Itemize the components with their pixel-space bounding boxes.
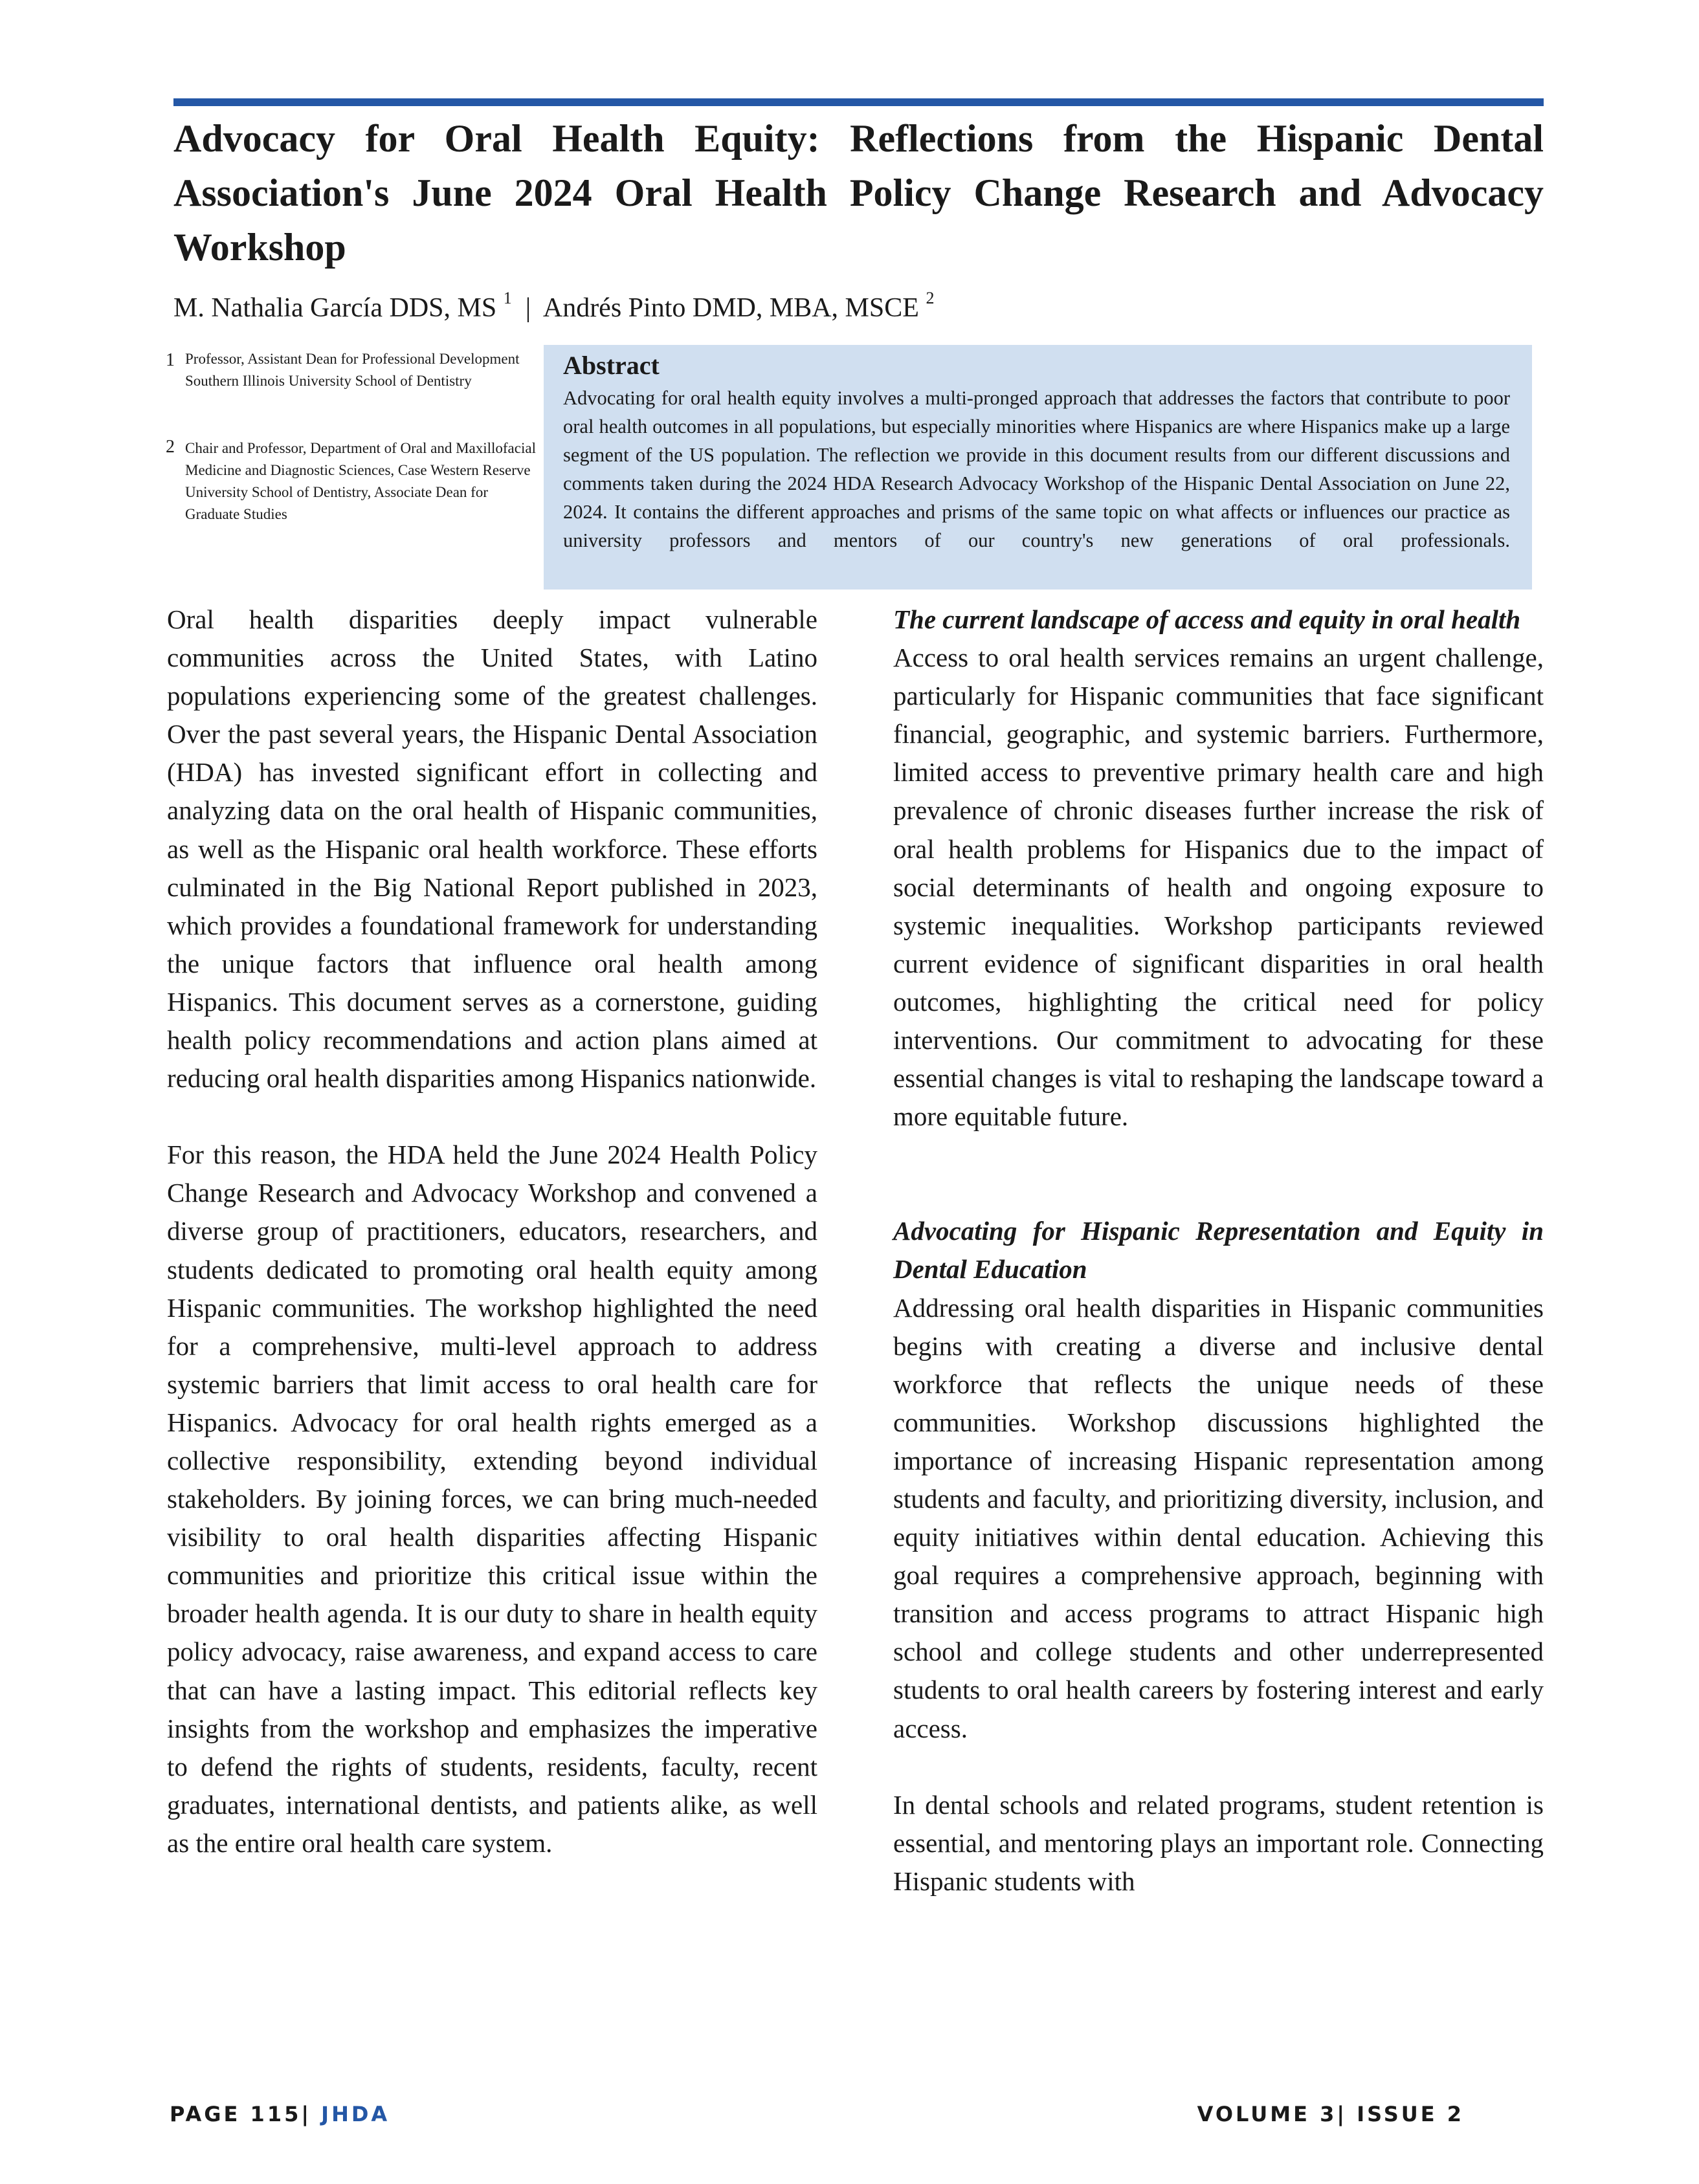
affiliation-1 [166, 348, 541, 392]
author-1-name: M. Nathalia García DDS, MS [173, 293, 497, 323]
affiliation-2 [166, 437, 541, 525]
affiliation-1-number: 1 [166, 350, 175, 370]
left-paragraph-2: For this reason, the HDA held the June 2024 Health Policy Change Research and Advocacy Workshop and convened a diverse group of practitioners, educators, researchers, and students dedicated to promoting oral health equity among Hispanic communities. The workshop highlighted the need for a comprehensive, multi-level approach to address systemic barriers that limit access to oral health care for Hispanics. Advocacy for oral health rights emerged as a collective responsibility, extending beyond individual stakeholders. By joining forces, we can bring much-needed visibility to oral health disparities affecting Hispanic communities and prioritize this critical issue within the broader health agenda. It is our duty to share in health equity policy advocacy, raise awareness, and expand access to care that can have a lasting impact. This editorial reflects key insights from the workshop and emphasizes the imperative to defend the rights of students, residents, faculty, recent graduates, international dentists, and patients alike, as well as the entire oral health care system. [167, 1140, 817, 1858]
affiliation-2-text: Chair and Professor, Department of Oral and Maxillofacial Medicine and Diagnostic Sciences, Case Western Reserve University School of Dentistry, Associate Dean for Graduate Studies [185, 440, 536, 522]
author-2-name: Andrés Pinto DMD, MBA, MSCE [542, 293, 919, 323]
footer-page-label [170, 2102, 390, 2126]
right-paragraph-2: Addressing oral health disparities in Hispanic communities begins with creating a diverse and inclusive dental workforce that reflects the unique needs of these communities. Workshop discussions highlighted the importance of increasing Hispanic representation among students and faculty, and prioritizing diversity, inclusion, and equity initiatives within dental education. Achieving this goal requires a comprehensive approach, beginning with transition and access programs to attract Hispanic high school and college students and other underrepresented students to oral health careers by fostering interest and early access. [893, 1292, 1544, 1743]
right-paragraph-3: In dental schools and related programs, student retention is essential, and mentoring plays an important role. Connecting Hispanic students with [893, 1789, 1544, 1896]
affiliation-1-text: Professor, Assistant Dean for Professional Development Southern Illinois University School of Dentistry [185, 351, 520, 389]
footer-journal-name: JHDA [321, 2102, 390, 2126]
abstract-box [544, 345, 1532, 590]
title-top-rule [173, 98, 1544, 106]
section-heading-representation: Advocating for Hispanic Representation and Equity in Dental Education [893, 1216, 1544, 1285]
author-separator: | [518, 293, 538, 323]
affiliation-2-number: 2 [166, 437, 175, 457]
author-line [173, 289, 935, 324]
left-paragraph-1: Oral health disparities deeply impact vulnerable communities across the United States, with Latino populations experiencing some of the greatest challenges. Over the past several years, the Hispanic Dental Association (HDA) has invested significant effort in collecting and analyzing data on the oral health of Hispanic communities, as well as the Hispanic oral health workforce. These efforts culminated in the Big National Report published in 2023, which provides a foundational framework for understanding the unique factors that influence oral health among Hispanics. This document serves as a cornerstone, guiding health policy recommendations and action plans aimed at reducing oral health disparities among Hispanics nationwide. [167, 604, 817, 1094]
section-heading-access-equity: The current landscape of access and equity in oral health [893, 604, 1521, 634]
right-paragraph-1: Access to oral health services remains an urgent challenge, particularly for Hispanic communities that face significant financial, geographic, and systemic barriers. Furthermore, limited access to preventive primary health care and high prevalence of chronic diseases further increase the risk of oral health problems for Hispanics due to the impact of social determinants of health and ongoing exposure to systemic inequalities. Workshop participants reviewed current evidence of significant disparities in oral health outcomes, highlighting the critical need for policy interventions. Our commitment to advocating for these essential changes is vital to reshaping the landscape toward a more equitable future. [893, 643, 1544, 1132]
abstract-text: Advocating for oral health equity involves a multi-pronged approach that addresses the factors that contribute to poor oral health outcomes in all populations, but especially minorities where Hispanics are where Hispanics make up a large segment of the US population. The reflection we provide in this document results from our different discussions and comments taken during the 2024 HDA Research Advocacy Workshop of the Hispanic Dental Association on June 22, 2024. It contains the different approaches and prisms of the same topic on what affects or influences our practice as university professors and mentors of our country's new generations of oral professionals. [563, 387, 1510, 551]
left-column [167, 601, 817, 1862]
footer-volume-issue: VOLUME 3| ISSUE 2 [1197, 2102, 1464, 2126]
abstract-heading: Abstract [563, 351, 660, 380]
right-column [893, 601, 1544, 1901]
article-title: Advocacy for Oral Health Equity: Reflections from the Hispanic Dental Association's June 2024 Oral Health Policy Change Research and Advocacy Workshop [173, 117, 1544, 269]
author-2-affiliation-marker: 2 [926, 289, 935, 307]
footer-page-number: PAGE 115| [170, 2102, 312, 2126]
author-1-affiliation-marker: 1 [503, 289, 512, 307]
